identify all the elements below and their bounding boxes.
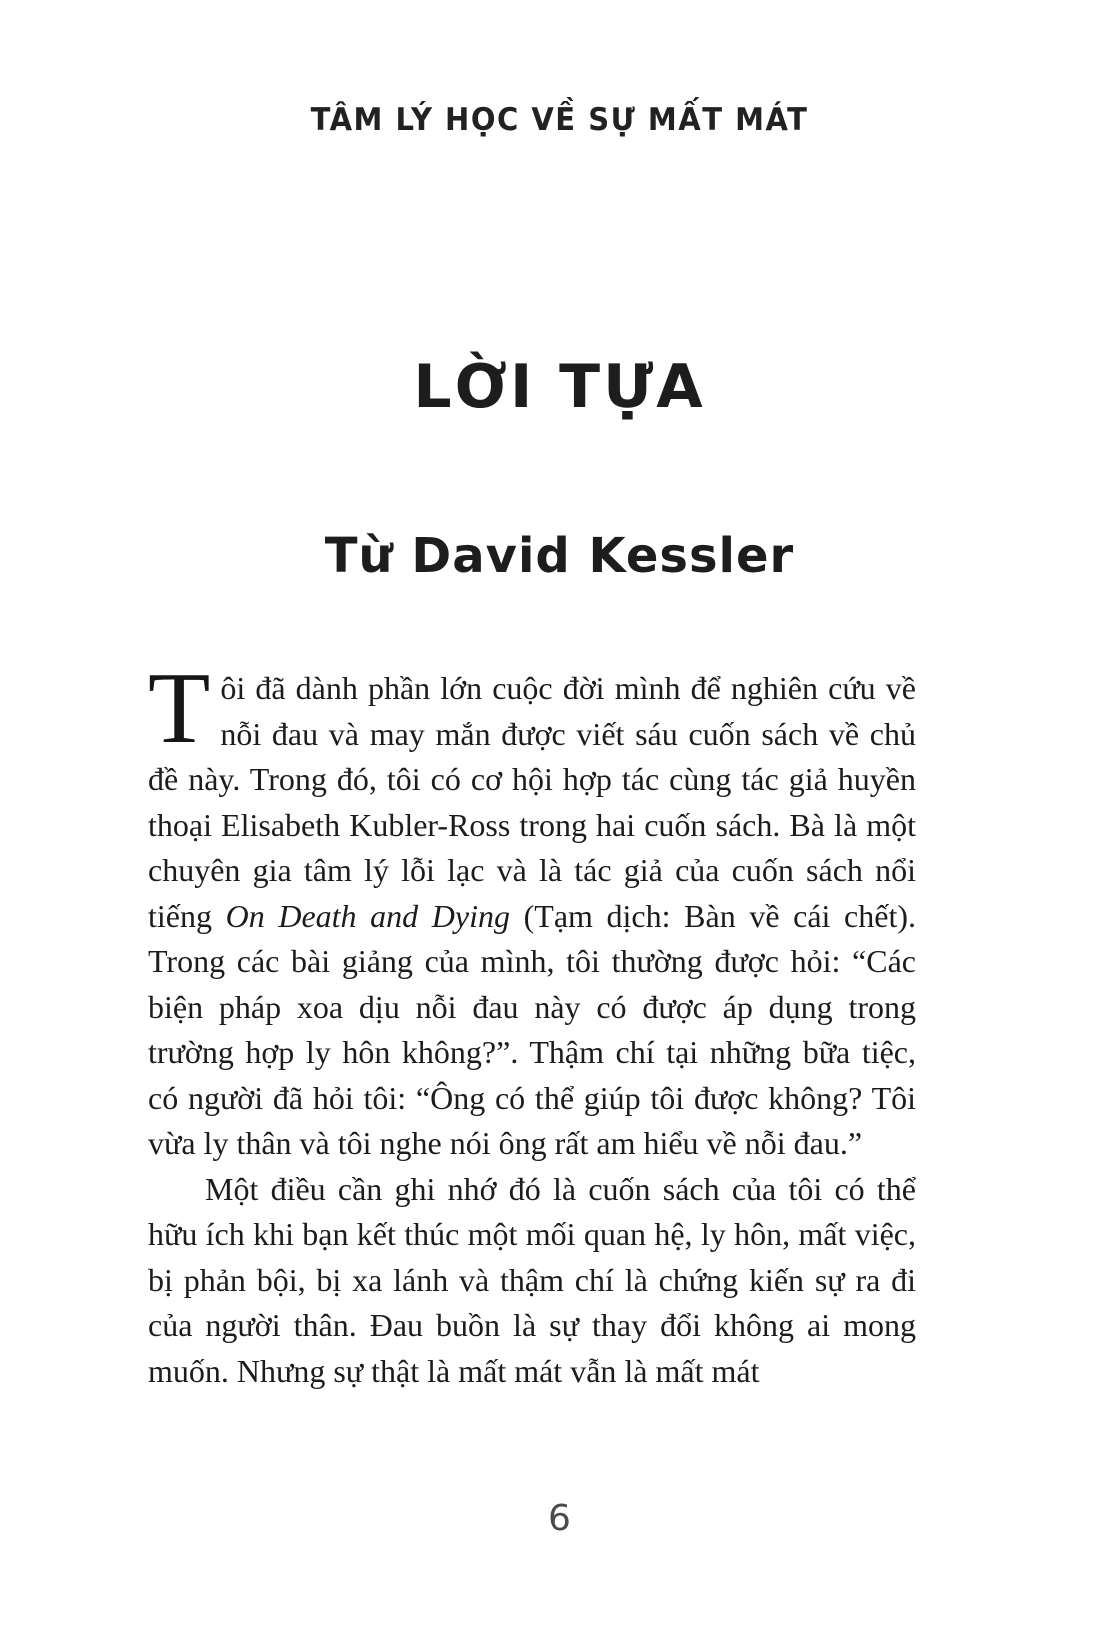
book-title-italic: On Death and Dying bbox=[225, 897, 510, 934]
page-number: 6 bbox=[548, 1498, 571, 1539]
chapter-subtitle: Từ David Kessler bbox=[324, 528, 795, 584]
body-text bbox=[148, 652, 917, 1394]
chapter-title: LỜI TỰA bbox=[413, 352, 706, 422]
paragraph-1-text-before-italic: ôi đã dành phần lớn cuộc đời mình để nghiên cứu về nỗi đau và may mắn được viết sáu cuốn sách về chủ đề này. Trong đó, tôi có cơ hội hợp tác cùng tác giả huyền thoại Elisabeth Kubler-Ross trong hai cuốn sách. Bà là một chuyên gia tâm lý lỗi lạc và là tác giả của cuốn sách nổi tiếng bbox=[148, 670, 916, 934]
paragraph-1 bbox=[148, 652, 917, 1167]
paragraph-2: Một điều cần ghi nhớ đó là cuốn sách của tôi có thể hữu ích khi bạn kết thúc một mối quan hệ, ly hôn, mất việc, bị phản bội, bị xa lánh và thậm chí là chứng kiến sự ra đi của người thân. Đau buồn là sự thay đổi không ai mong muốn. Nhưng sự thật là mất mát vẫn là mất mát bbox=[148, 1170, 916, 1389]
dropcap-letter: T bbox=[148, 652, 211, 765]
paragraph-1-text-after-italic: (Tạm dịch: Bàn về cái chết). Trong các bài giảng của mình, tôi thường được hỏi: “Các biện pháp xoa dịu nỗi đau này có được áp dụng trong trường hợp ly hôn không?”. Thậm chí tại những bữa tiệc, có người đã hỏi tôi: “Ông có thể giúp tôi được không? Tôi vừa ly thân và tôi nghe nói ông rất am hiểu về nỗi đau.” bbox=[148, 897, 917, 1161]
running-header: TÂM LÝ HỌC VỀ SỰ MẤT MÁT bbox=[310, 100, 809, 138]
